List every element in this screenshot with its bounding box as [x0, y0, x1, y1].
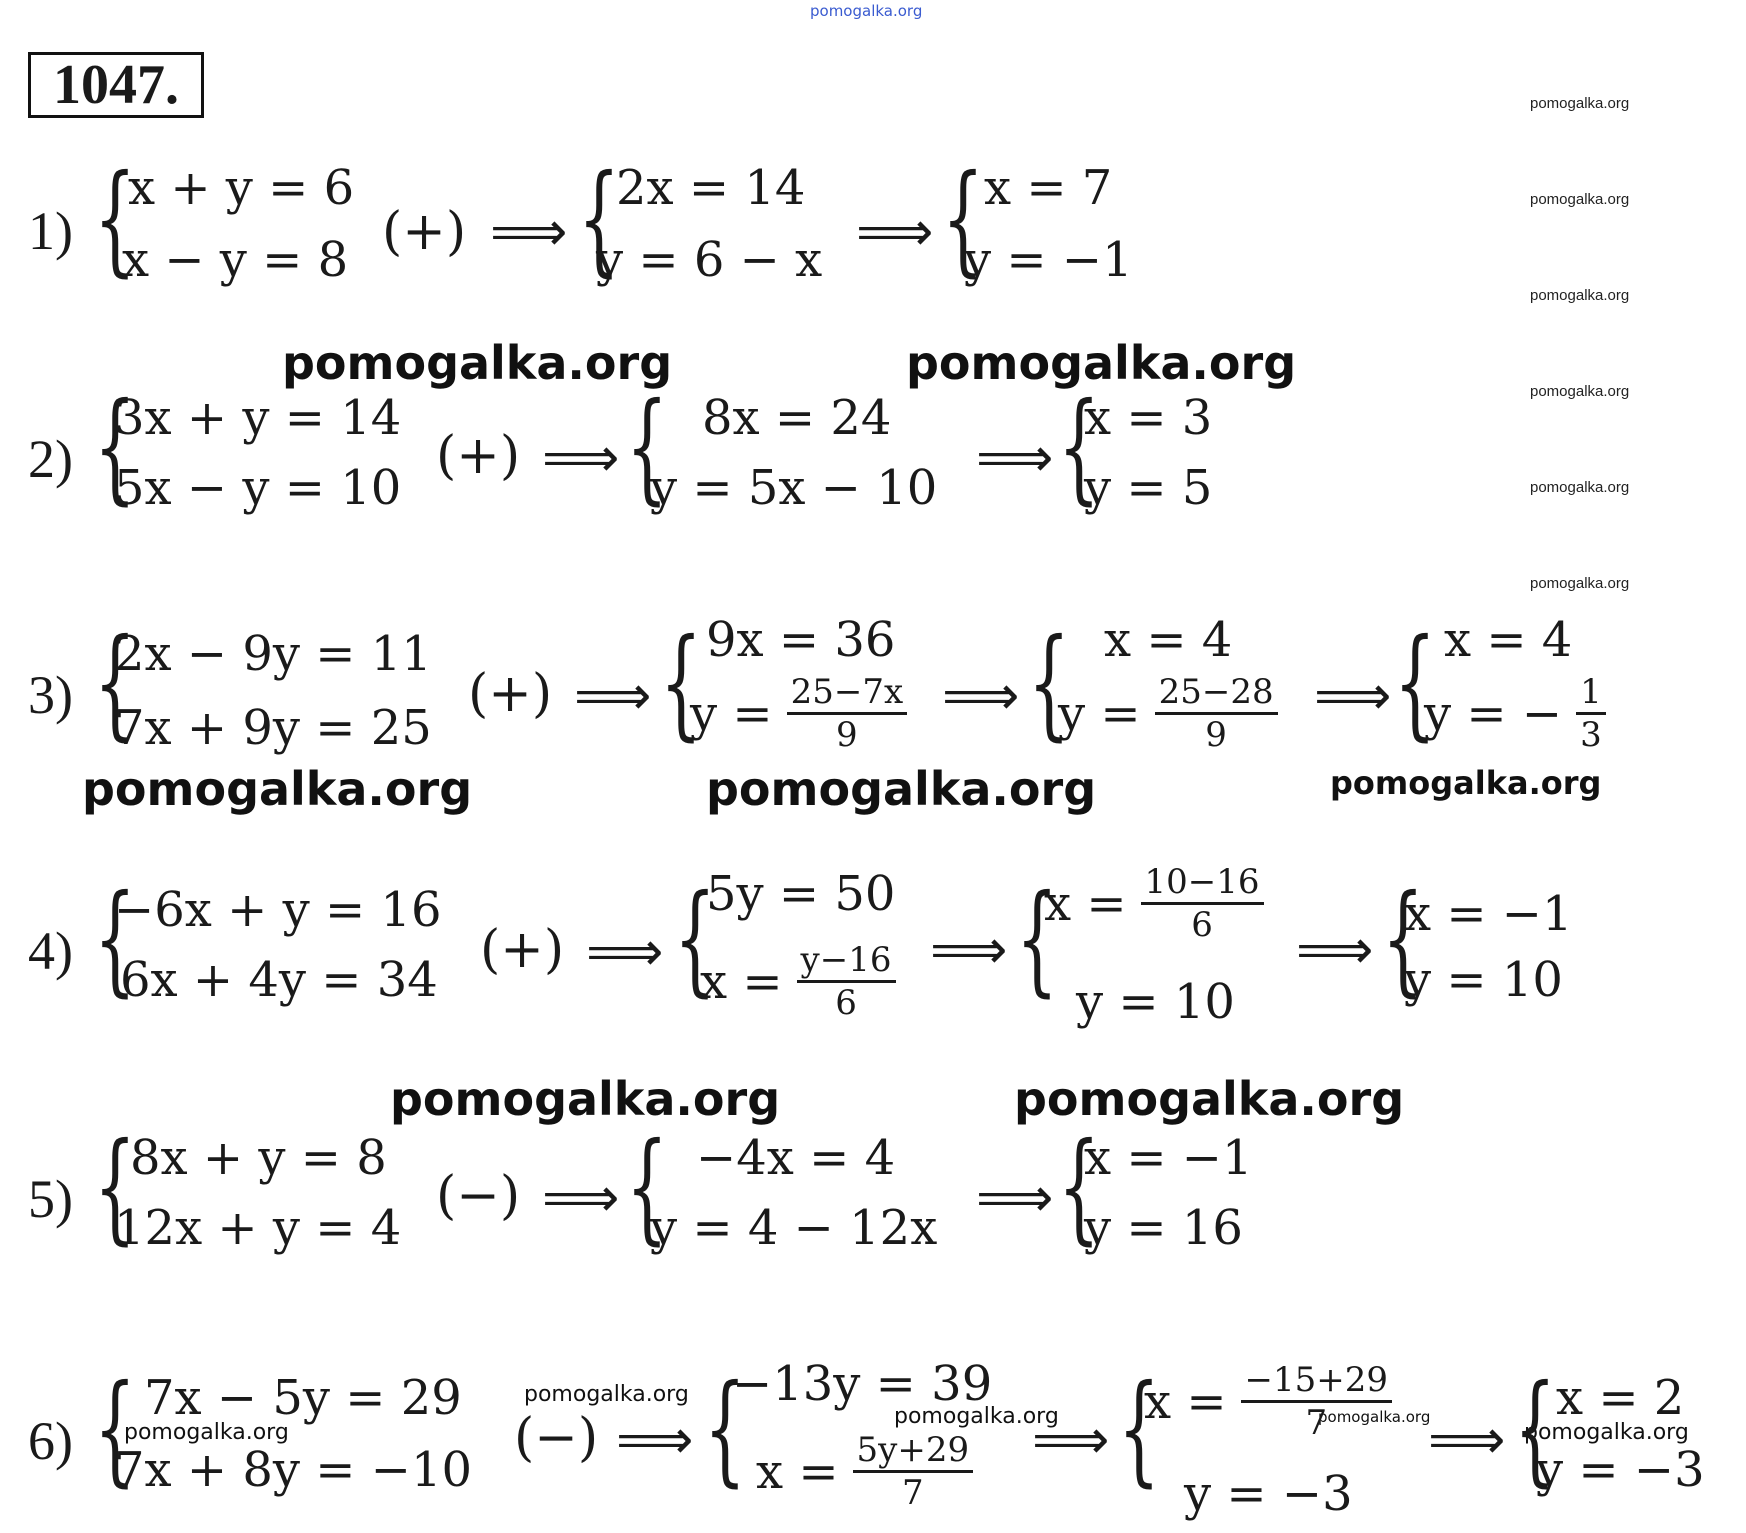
big-watermark: pomogalka.org: [82, 762, 473, 816]
equation: x = −1: [1404, 886, 1573, 942]
denominator: 9: [1205, 715, 1227, 755]
equation-lhs: y =: [690, 685, 773, 742]
equation: x + y = 6: [128, 160, 355, 216]
equation: x = −1: [1084, 1130, 1253, 1186]
system-brace: {: [94, 1360, 136, 1499]
equation: y = 5x − 10: [650, 460, 938, 516]
implies-arrow: ⟹: [976, 1166, 1054, 1229]
equation: 12x + y = 4: [114, 1200, 402, 1256]
equation-lhs: y =: [1058, 685, 1141, 742]
operation-sign: (+): [436, 426, 521, 486]
system-brace: {: [942, 150, 984, 289]
fraction: [1155, 672, 1278, 755]
big-watermark: pomogalka.org: [390, 1072, 781, 1126]
equation: x = 4: [1104, 612, 1233, 668]
numerator: −15+29: [1241, 1360, 1393, 1403]
big-watermark: pomogalka.org: [906, 336, 1297, 390]
system-brace: {: [704, 1360, 746, 1499]
implies-arrow: ⟹: [490, 200, 568, 263]
fraction-equation: [756, 1430, 973, 1513]
small-watermark: pomogalka.org: [1524, 1420, 1689, 1445]
side-watermark: pomogalka.org: [1530, 287, 1630, 304]
system-brace: {: [1016, 870, 1058, 1009]
equation: 9x = 36: [706, 612, 896, 668]
equation: 8x + y = 8: [130, 1130, 387, 1186]
denominator: 6: [1191, 905, 1213, 945]
numerator: 5y+29: [853, 1430, 974, 1473]
side-watermark: pomogalka.org: [1530, 191, 1630, 208]
system-brace: {: [94, 150, 136, 289]
implies-arrow: ⟹: [574, 664, 652, 727]
equation-lhs: x =: [1044, 875, 1127, 932]
equation: 6x + 4y = 34: [120, 952, 438, 1008]
equation-lhs: y = −: [1424, 685, 1563, 742]
problem-label: 4): [28, 921, 73, 981]
fraction-equation: [1424, 672, 1606, 755]
equation: y = 10: [1076, 974, 1235, 1030]
implies-arrow: ⟹: [1032, 1408, 1110, 1471]
equation: y = 16: [1084, 1200, 1243, 1256]
denominator: 6: [835, 983, 857, 1023]
implies-arrow: ⟹: [942, 664, 1020, 727]
fraction: [787, 672, 908, 755]
tiny-watermark: pomogalka.org: [1318, 1408, 1431, 1426]
side-watermark: pomogalka.org: [1530, 95, 1630, 112]
denominator: 7: [1305, 1403, 1328, 1443]
implies-arrow: ⟹: [616, 1408, 694, 1471]
numerator: 25−28: [1155, 672, 1278, 715]
implies-arrow: ⟹: [856, 200, 934, 263]
implies-arrow: ⟹: [976, 426, 1054, 489]
equation: 2x = 14: [616, 160, 806, 216]
equation: y = −3: [1536, 1442, 1705, 1498]
equation: 7x − 5y = 29: [144, 1370, 462, 1426]
system-brace: {: [1514, 1360, 1556, 1499]
problem-label: 1): [28, 201, 73, 261]
fraction-equation: [700, 940, 896, 1023]
fraction: [853, 1430, 974, 1513]
numerator: y−16: [797, 940, 896, 983]
numerator: 25−7x: [787, 672, 908, 715]
equation: x = 4: [1444, 612, 1573, 668]
fraction: [1241, 1360, 1393, 1443]
implies-arrow: ⟹: [930, 918, 1008, 981]
equation: −4x = 4: [696, 1130, 896, 1186]
system-brace: {: [1382, 870, 1424, 1009]
system-brace: {: [1058, 378, 1100, 517]
big-watermark: pomogalka.org: [706, 762, 1097, 816]
system-brace: {: [94, 378, 136, 517]
equation: x − y = 8: [122, 232, 349, 288]
implies-arrow: ⟹: [1428, 1408, 1506, 1471]
implies-arrow: ⟹: [586, 920, 664, 983]
fraction-equation: [1058, 672, 1278, 755]
system-brace: {: [674, 870, 716, 1009]
equation: 7x + 9y = 25: [114, 700, 432, 756]
implies-arrow: ⟹: [542, 1166, 620, 1229]
implies-arrow: ⟹: [1296, 918, 1374, 981]
equation: 5x − y = 10: [114, 460, 402, 516]
big-watermark: pomogalka.org: [1014, 1072, 1405, 1126]
equation-lhs: x =: [756, 1443, 839, 1500]
fraction-equation: [1044, 862, 1264, 945]
equation: 5y = 50: [706, 866, 896, 922]
equation: x = 3: [1084, 390, 1213, 446]
system-brace: {: [578, 150, 620, 289]
system-brace: {: [626, 1118, 668, 1257]
problem-label: 3): [28, 665, 73, 725]
denominator: 3: [1580, 715, 1602, 755]
equation: −13y = 39: [732, 1356, 993, 1412]
task-number: 1047.: [28, 52, 204, 118]
denominator: 9: [836, 715, 858, 755]
equation-lhs: x =: [700, 953, 783, 1010]
operation-sign: (+): [480, 920, 565, 980]
problem-label: 2): [28, 429, 73, 489]
equation: y = −3: [1184, 1466, 1353, 1522]
system-brace: {: [94, 1118, 136, 1257]
equation: y = 6 − x: [596, 232, 823, 288]
equation: x = 2: [1556, 1370, 1685, 1426]
equation: y = 10: [1404, 952, 1563, 1008]
small-watermark: pomogalka.org: [124, 1420, 289, 1445]
numerator: 1: [1576, 672, 1606, 715]
equation: 2x − 9y = 11: [114, 626, 432, 682]
small-watermark: pomogalka.org: [894, 1404, 1059, 1429]
operation-sign: (−): [436, 1166, 521, 1226]
fraction: [1576, 672, 1606, 755]
operation-sign: (+): [382, 202, 467, 262]
system-brace: {: [94, 870, 136, 1009]
equation: −6x + y = 16: [114, 882, 442, 938]
fraction: [1141, 862, 1264, 945]
implies-arrow: ⟹: [542, 426, 620, 489]
operation-sign: (+): [468, 664, 553, 724]
side-watermark: pomogalka.org: [1530, 383, 1630, 400]
equation: y = 5: [1084, 460, 1213, 516]
implies-arrow: ⟹: [1314, 664, 1392, 727]
equation-lhs: x =: [1144, 1373, 1227, 1430]
system-brace: {: [94, 614, 136, 753]
numerator: 10−16: [1141, 862, 1264, 905]
system-brace: {: [1058, 1118, 1100, 1257]
equation: 3x + y = 14: [114, 390, 402, 446]
system-brace: {: [1118, 1360, 1160, 1499]
fraction: [797, 940, 896, 1023]
system-brace: {: [660, 614, 702, 753]
fraction-equation: [1144, 1360, 1392, 1443]
equation: 7x + 8y = −10: [114, 1442, 473, 1498]
side-watermark: pomogalka.org: [1530, 575, 1630, 592]
system-brace: {: [626, 378, 668, 517]
equation: y = 4 − 12x: [650, 1200, 938, 1256]
system-brace: {: [1028, 614, 1070, 753]
top-watermark: pomogalka.org: [810, 2, 923, 20]
problem-label: 6): [28, 1411, 73, 1471]
equation: x = 7: [984, 160, 1113, 216]
side-watermark: pomogalka.org: [1530, 479, 1630, 496]
denominator: 7: [902, 1473, 924, 1513]
operation-sign: (−): [514, 1408, 599, 1468]
problem-label: 5): [28, 1169, 73, 1229]
small-watermark: pomogalka.org: [524, 1382, 689, 1407]
mid-watermark: pomogalka.org: [1330, 764, 1602, 802]
equation: 8x = 24: [702, 390, 892, 446]
fraction-equation: [690, 672, 907, 755]
big-watermark: pomogalka.org: [282, 336, 673, 390]
system-brace: {: [1394, 614, 1436, 753]
equation: y = −1: [964, 232, 1133, 288]
